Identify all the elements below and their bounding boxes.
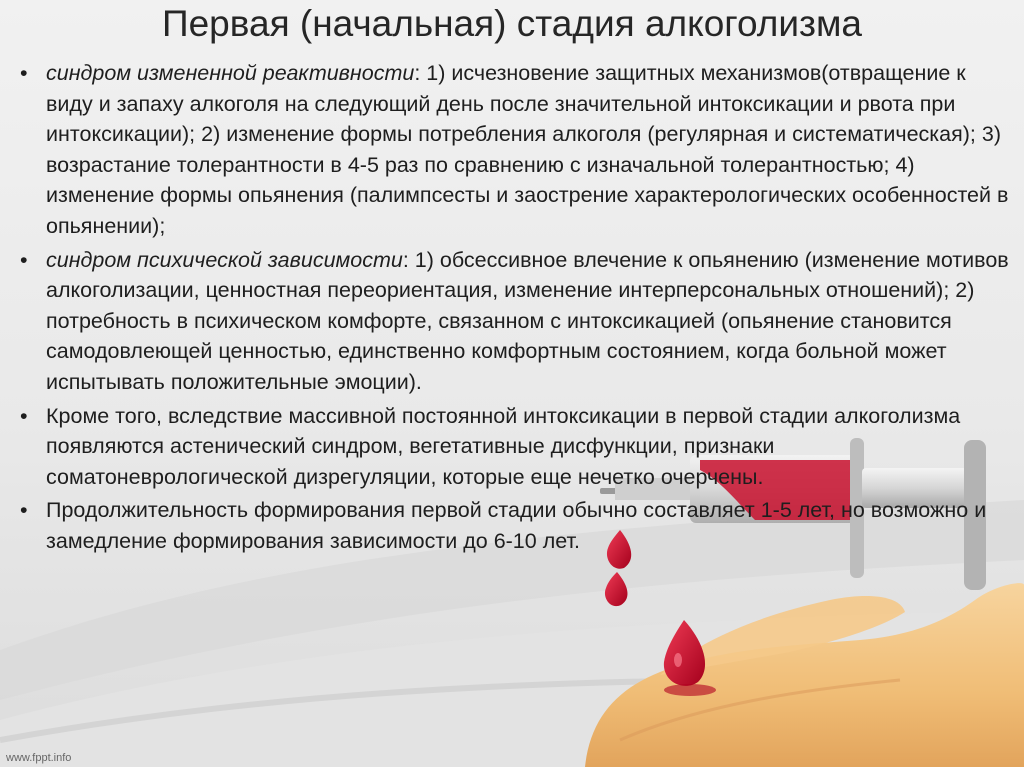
- bullet-dot: •: [20, 247, 28, 272]
- bullet-text: Кроме того, вследствие массивной постоянной интоксикации в первой стадии алкоголизма появляются астенический синдром, вегетативные дисфункции, признаки соматоневрологической дизрегуляции, которые еще нечетко очерчены.: [46, 403, 961, 489]
- bullet-item: [18, 495, 1013, 556]
- bullet-dot: •: [20, 61, 28, 85]
- bullet-lead: синдром измененной реактивности: [46, 61, 415, 85]
- footer-url: www.fppt.info: [6, 752, 72, 764]
- bullet-dot: •: [20, 498, 28, 523]
- slide-title: Первая (начальная) стадия алкоголизма: [162, 3, 862, 44]
- bullet-dot: •: [20, 403, 28, 428]
- bullet-item: [18, 245, 1013, 398]
- bullet-lead: синдром психической зависимости: [46, 247, 403, 272]
- bullet-text: : 1) обсессивное влечение к опьянению (изменение мотивов алкоголизации, ценностная переориентация, изменение интерперсональных отношений); 2) потребность в психическом комфорте, связанном с интоксикацией (опьянение становится самодовлеющей ценностью, единственно комфортным состоянием, когда больной может испытывать положительные эмоции).: [46, 247, 1009, 394]
- blood-pool: [664, 684, 716, 696]
- bullet-item: [18, 58, 1013, 242]
- bullet-list: [18, 58, 1013, 560]
- bullet-item: [18, 401, 1013, 493]
- blood-drop-highlight: [674, 653, 682, 667]
- bullet-text: Продолжительность формирования первой стадии обычно составляет 1-5 лет, но возможно и замедление формирования зависимости до 6-10 лет.: [46, 498, 987, 553]
- bullet-text: : 1) исчезновение защитных механизмов(отвращение к виду и запаху алкоголя на следующий день после значительной интоксикации и рвота при интоксикации); 2) изменение формы потребления алкоголя (регулярная и систематическая); 3) возрастание толерантности в 4-5 раз по сравнению с изначальной толерантностью; 4) изменение формы опьянения (палимпсесты и заострение характерологических особенностей в опьянении);: [46, 61, 1009, 238]
